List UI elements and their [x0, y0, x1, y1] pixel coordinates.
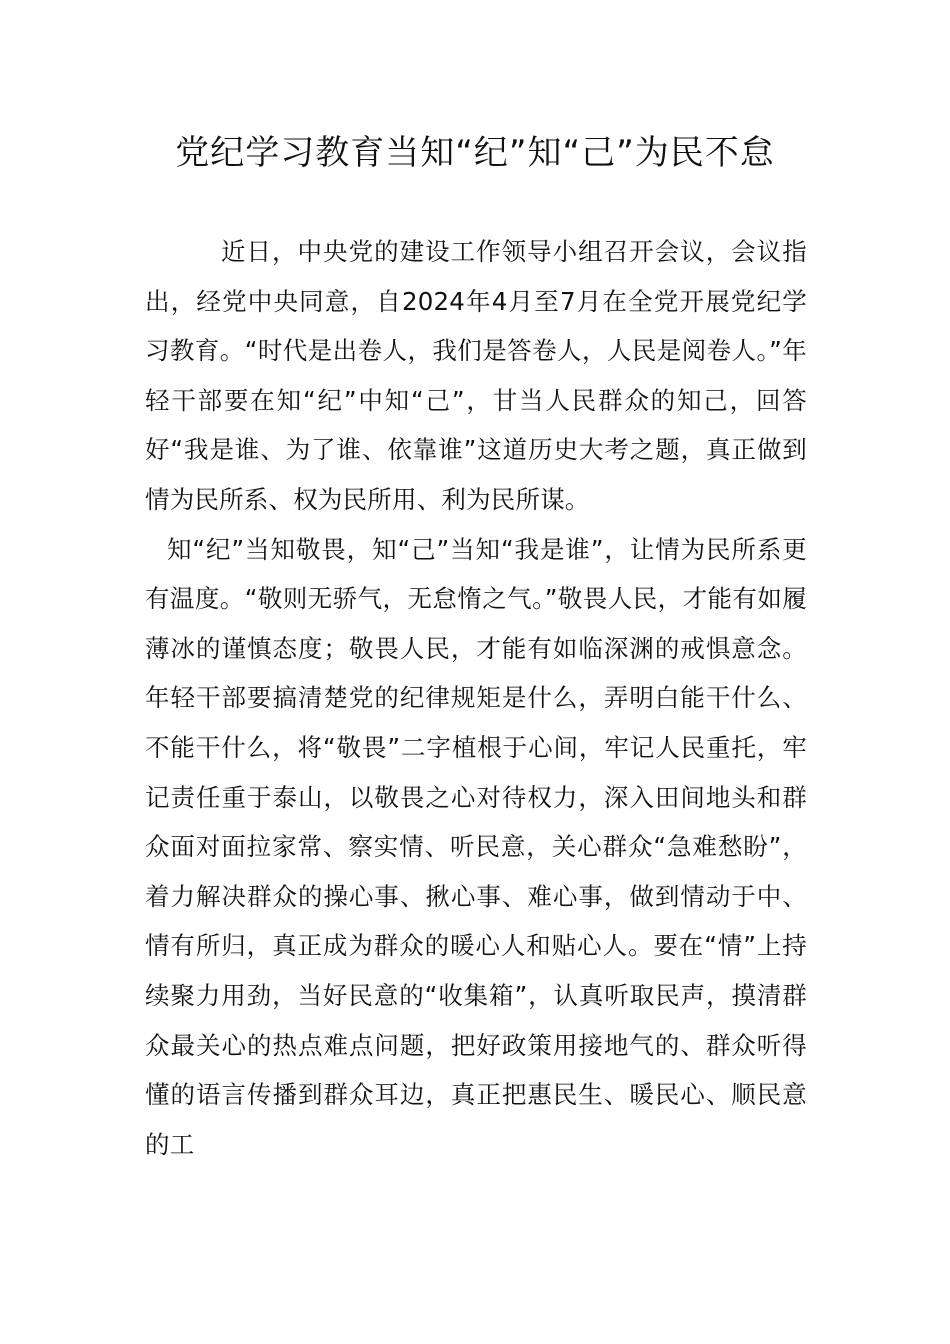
paragraph-1: 近日，中央党的建设工作领导小组召开会议，会议指出，经党中央同意，自2024年4月至7月在全党开展党纪学习教育。“时代是出卷人，我们是答卷人，人民是阅卷人。”年轻干部要在知“纪”中知“己”，甘当人民群众的知己，回答好“我是谁、为了谁、依靠谁”这道历史大考之题，真正做到情为民所系、权为民所用、利为民所谋。: [145, 237, 807, 514]
document-title: 党纪学习教育当知“纪”知“己”为民不怠: [175, 133, 775, 173]
paragraph-2: 知“纪”当知敬畏，知“己”当知“我是谁”，让情为民所系更有温度。“敬则无骄气，无怠惰之气。”敬畏人民，才能有如履薄冰的谨慎态度；敬畏人民，才能有如临深渊的戒惧意念。年轻干部要搞清楚党的纪律规矩是什么，弄明白能干什么、不能干什么，将“敬畏”二字植根于心间，牢记人民重托，牢记责任重于泰山，以敬畏之心对待权力，深入田间地头和群众面对面拉家常、察实情、听民意，关心群众“急难愁盼”，着力解决群众的操心事、揪心事、难心事，做到情动于中、情有所归，真正成为群众的暖心人和贴心人。要在“情”上持续聚力用劲，当好民意的“收集箱”，认真听取民声，摸清群众最关心的热点难点问题，把好政策用接地气的、群众听得懂的语言传播到群众耳边，真正把惠民生、暖民心、顺民意的工: [145, 534, 807, 1159]
document-body: [145, 227, 807, 1169]
